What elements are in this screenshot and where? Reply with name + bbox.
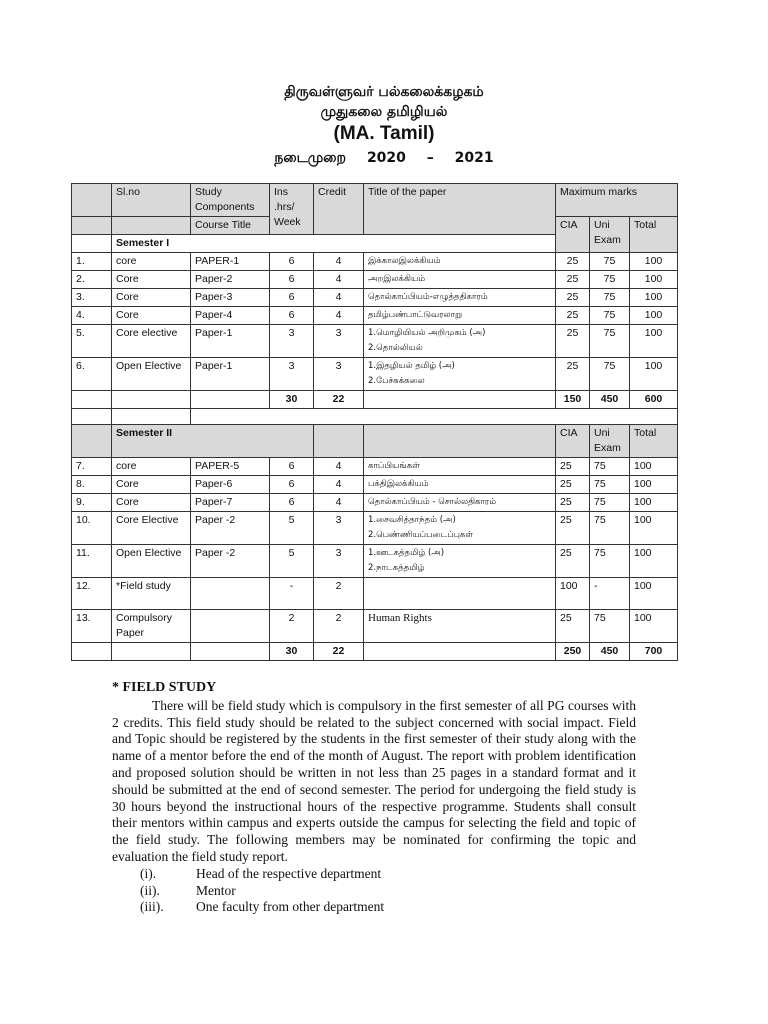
spacer-row <box>72 409 678 425</box>
course-credit: 3 <box>314 512 364 545</box>
paper-title-line: 2.பெண்ணியப்படைப்புகள் <box>368 530 474 540</box>
course-component: core <box>112 458 191 476</box>
syllabus-table <box>71 183 678 661</box>
paper-title-line: தமிழ்பண்பாட்டுவரலாறு <box>368 310 463 320</box>
course-paper-title <box>364 610 556 643</box>
nominee-text: Head of the respective department <box>196 865 382 881</box>
course-title <box>191 610 270 643</box>
nominee-item <box>112 883 636 900</box>
course-total: 100 <box>630 578 678 610</box>
course-title: PAPER-5 <box>191 458 270 476</box>
course-sl-no: 11. <box>72 545 112 578</box>
course-cia: 25 <box>556 307 590 325</box>
course-uni-exam: 75 <box>590 307 630 325</box>
course-component: Compulsory Paper <box>112 610 191 643</box>
nominee-text: One faculty from other department <box>196 899 385 915</box>
nominee-item <box>112 899 636 916</box>
semester-2-label: Semester II <box>112 425 314 458</box>
academic-year-to: 2021 <box>454 150 494 166</box>
course-uni-exam: - <box>590 578 630 610</box>
course-uni-exam: 75 <box>590 458 630 476</box>
course-row <box>72 494 678 512</box>
document-header <box>0 82 768 168</box>
course-total: 100 <box>630 325 678 358</box>
course-uni-exam: 75 <box>590 494 630 512</box>
field-study-paragraph: There will be field study which is compulsory in the first semester of all PG courses with 2 credits. This field study should be related to the subject concerned with social impact. Field and Topic should be registered by the students in the first semester of their study along with the name of a mentor before the end of the month of August. The report with problem identification and proposed solution should be written in not less than 25 pages in a standard format and it should be submitted at the end of second semester. The period for undergoing the field study is 30 hours beyond the instructional hours of the respective programme. Students shall consult their mentors within campus and experts outside the campus for selecting the field and topic of the field study. The following members may be nominated for confirming the topic and evaluation the field study report. <box>112 697 636 864</box>
course-cia: 25 <box>556 289 590 307</box>
header-total: Total <box>630 425 678 458</box>
course-row <box>72 358 678 391</box>
course-sl-no: 8. <box>72 476 112 494</box>
total-credit: 22 <box>314 643 364 661</box>
course-paper-title <box>364 578 556 610</box>
paper-title-line: தொல்காப்பியம்-எழுத்ததிகாரம் <box>368 292 488 302</box>
course-uni-exam: 75 <box>590 476 630 494</box>
empty-cell <box>72 425 112 458</box>
course-credit: 3 <box>314 325 364 358</box>
paper-title-line: Human Rights <box>368 612 432 624</box>
course-row <box>72 289 678 307</box>
course-cia: 25 <box>556 458 590 476</box>
empty-cell <box>112 409 191 425</box>
course-sl-no: 1. <box>72 253 112 271</box>
course-uni-exam: 75 <box>590 512 630 545</box>
course-sl-no: 9. <box>72 494 112 512</box>
course-component: core <box>112 253 191 271</box>
course-total: 100 <box>630 610 678 643</box>
course-uni-exam: 75 <box>590 271 630 289</box>
nominee-number: (i). <box>140 865 157 881</box>
course-uni-exam: 75 <box>590 358 630 391</box>
field-study-heading: * FIELD STUDY <box>112 680 217 695</box>
course-cia: 25 <box>556 358 590 391</box>
course-sl-no: 3. <box>72 289 112 307</box>
course-hours: 3 <box>270 325 314 358</box>
course-title: Paper -2 <box>191 545 270 578</box>
course-hours: - <box>270 578 314 610</box>
course-component: Open Elective <box>112 358 191 391</box>
course-cia: 25 <box>556 545 590 578</box>
course-sl-no: 5. <box>72 325 112 358</box>
course-uni-exam: 75 <box>590 253 630 271</box>
course-credit: 4 <box>314 494 364 512</box>
semester-total-row <box>72 391 678 409</box>
course-hours: 6 <box>270 253 314 271</box>
course-paper-title <box>364 512 556 545</box>
course-credit: 4 <box>314 307 364 325</box>
course-credit: 4 <box>314 476 364 494</box>
nominee-text: Mentor <box>196 882 236 898</box>
course-credit: 4 <box>314 289 364 307</box>
course-total: 100 <box>630 307 678 325</box>
course-cia: 25 <box>556 271 590 289</box>
header-study-components: Study Components <box>191 184 270 217</box>
course-sl-no: 2. <box>72 271 112 289</box>
course-uni-exam: 75 <box>590 325 630 358</box>
course-cia: 25 <box>556 476 590 494</box>
header-title: Title of the paper <box>364 184 556 235</box>
course-total: 100 <box>630 271 678 289</box>
academic-year-from: 2020 <box>366 150 406 166</box>
paper-title-line: 1.இதழியல் தமிழ் (அ) <box>368 361 455 371</box>
programme-name: (MA. Tamil) <box>333 123 435 144</box>
empty-cell <box>364 391 556 409</box>
header-cia: CIA <box>556 425 590 458</box>
empty-cell <box>314 425 364 458</box>
header-uni-exam: Uni Exam <box>590 425 630 458</box>
course-title: Paper-6 <box>191 476 270 494</box>
course-paper-title <box>364 476 556 494</box>
header-uni-exam: Uni Exam <box>590 217 630 253</box>
course-title: Paper-7 <box>191 494 270 512</box>
course-row <box>72 325 678 358</box>
course-row <box>72 307 678 325</box>
course-component: Open Elective <box>112 545 191 578</box>
semester-1-label: Semester I <box>112 235 556 253</box>
total-hours: 30 <box>270 643 314 661</box>
paper-title-line: காப்பியங்கள் <box>368 461 420 471</box>
course-title <box>191 578 270 610</box>
course-paper-title <box>364 358 556 391</box>
course-sl-no: 10. <box>72 512 112 545</box>
paper-title-line: தொல்காப்பியம் - சொல்லதிகாரம் <box>368 497 497 507</box>
course-row <box>72 512 678 545</box>
course-credit: 2 <box>314 578 364 610</box>
course-row <box>72 476 678 494</box>
header-slno: Sl.no <box>112 184 191 217</box>
course-credit: 3 <box>314 358 364 391</box>
empty-cell <box>112 643 191 661</box>
course-hours: 6 <box>270 494 314 512</box>
course-sl-no: 7. <box>72 458 112 476</box>
empty-cell <box>191 409 678 425</box>
course-row <box>72 458 678 476</box>
course-paper-title <box>364 494 556 512</box>
course-component: Core Elective <box>112 512 191 545</box>
course-paper-title <box>364 307 556 325</box>
course-paper-title <box>364 271 556 289</box>
course-hours: 5 <box>270 512 314 545</box>
course-row <box>72 610 678 643</box>
paper-title-line: பக்திஇலக்கியம் <box>368 479 429 489</box>
empty-cell <box>191 391 270 409</box>
course-component: Core <box>112 476 191 494</box>
nominee-list <box>112 866 636 916</box>
header-course-title: Course Title <box>191 217 270 235</box>
course-credit: 4 <box>314 253 364 271</box>
total-marks: 700 <box>630 643 678 661</box>
header-ins-hrs: Ins .hrs/ Week <box>270 184 314 235</box>
nominee-item <box>112 866 636 883</box>
course-hours: 2 <box>270 610 314 643</box>
course-cia: 25 <box>556 325 590 358</box>
course-title: Paper-4 <box>191 307 270 325</box>
header-total: Total <box>630 217 678 253</box>
empty-cell <box>364 643 556 661</box>
total-hours: 30 <box>270 391 314 409</box>
course-component: *Field study <box>112 578 191 610</box>
empty-cell <box>112 391 191 409</box>
course-cia: 25 <box>556 253 590 271</box>
header-credit: Credit <box>314 184 364 235</box>
programme-name-tamil: முதுகலை தமிழியல் <box>320 104 448 120</box>
empty-cell <box>72 409 112 425</box>
paper-title-line: அறஇலக்கியம் <box>368 274 426 284</box>
total-credit: 22 <box>314 391 364 409</box>
paper-title-line: 2.நாடகத்தமிழ் <box>368 563 425 573</box>
course-component: Core <box>112 307 191 325</box>
nominee-number: (ii). <box>140 882 160 898</box>
semester-2-row <box>72 425 678 458</box>
course-title: Paper-3 <box>191 289 270 307</box>
header-cia: CIA <box>556 217 590 253</box>
course-hours: 6 <box>270 271 314 289</box>
course-component: Core elective <box>112 325 191 358</box>
empty-cell <box>191 643 270 661</box>
course-total: 100 <box>630 289 678 307</box>
total-uni-exam: 450 <box>590 391 630 409</box>
course-paper-title <box>364 458 556 476</box>
paper-title-line: 2.தொல்லியல் <box>368 343 423 353</box>
course-title: Paper-1 <box>191 325 270 358</box>
course-total: 100 <box>630 253 678 271</box>
course-credit: 4 <box>314 458 364 476</box>
academic-year-label: நடைமுறை <box>274 150 347 166</box>
empty-cell <box>72 643 112 661</box>
course-title: Paper -2 <box>191 512 270 545</box>
course-hours: 3 <box>270 358 314 391</box>
course-cia: 25 <box>556 494 590 512</box>
table-header-row <box>72 184 678 217</box>
course-total: 100 <box>630 458 678 476</box>
course-hours: 6 <box>270 289 314 307</box>
course-sl-no: 6. <box>72 358 112 391</box>
course-paper-title <box>364 289 556 307</box>
paper-title-line: இக்காலஇலக்கியம் <box>368 256 441 266</box>
total-uni-exam: 450 <box>590 643 630 661</box>
course-total: 100 <box>630 494 678 512</box>
nominee-number: (iii). <box>140 899 164 915</box>
course-hours: 6 <box>270 476 314 494</box>
course-uni-exam: 75 <box>590 289 630 307</box>
course-component: Core <box>112 271 191 289</box>
course-component: Core <box>112 494 191 512</box>
course-row <box>72 271 678 289</box>
course-row <box>72 578 678 610</box>
course-title: Paper-2 <box>191 271 270 289</box>
semester-total-row <box>72 643 678 661</box>
course-cia: 25 <box>556 512 590 545</box>
course-row <box>72 253 678 271</box>
course-hours: 6 <box>270 307 314 325</box>
course-credit: 4 <box>314 271 364 289</box>
header-max-marks: Maximum marks <box>556 184 678 217</box>
course-credit: 2 <box>314 610 364 643</box>
paper-title-line: 1.ஊடகத்தமிழ் (அ) <box>368 548 445 558</box>
course-paper-title <box>364 253 556 271</box>
course-paper-title <box>364 325 556 358</box>
course-cia: 25 <box>556 610 590 643</box>
course-total: 100 <box>630 358 678 391</box>
course-uni-exam: 75 <box>590 610 630 643</box>
course-sl-no: 13. <box>72 610 112 643</box>
empty-cell <box>364 425 556 458</box>
course-title: PAPER-1 <box>191 253 270 271</box>
total-marks: 600 <box>630 391 678 409</box>
university-name: திருவள்ளுவர் பல்கலைக்கழகம் <box>284 84 484 100</box>
total-cia: 250 <box>556 643 590 661</box>
paper-title-line: 1.மொழியியல் அறிமுகம் (அ) <box>368 328 486 338</box>
paper-title-line: 2.பேச்சுக்கலை <box>368 376 425 386</box>
empty-cell <box>72 391 112 409</box>
field-study-section <box>112 680 636 916</box>
course-total: 100 <box>630 476 678 494</box>
course-hours: 6 <box>270 458 314 476</box>
paper-title-line: 1.சைவசித்தாந்தம் (அ) <box>368 515 456 525</box>
course-sl-no: 4. <box>72 307 112 325</box>
total-cia: 150 <box>556 391 590 409</box>
course-title: Paper-1 <box>191 358 270 391</box>
course-row <box>72 545 678 578</box>
course-paper-title <box>364 545 556 578</box>
academic-year <box>0 148 768 168</box>
course-uni-exam: 75 <box>590 545 630 578</box>
course-component: Core <box>112 289 191 307</box>
course-hours: 5 <box>270 545 314 578</box>
course-total: 100 <box>630 512 678 545</box>
course-total: 100 <box>630 545 678 578</box>
academic-year-dash: – <box>426 150 434 166</box>
course-cia: 100 <box>556 578 590 610</box>
course-credit: 3 <box>314 545 364 578</box>
course-sl-no: 12. <box>72 578 112 610</box>
